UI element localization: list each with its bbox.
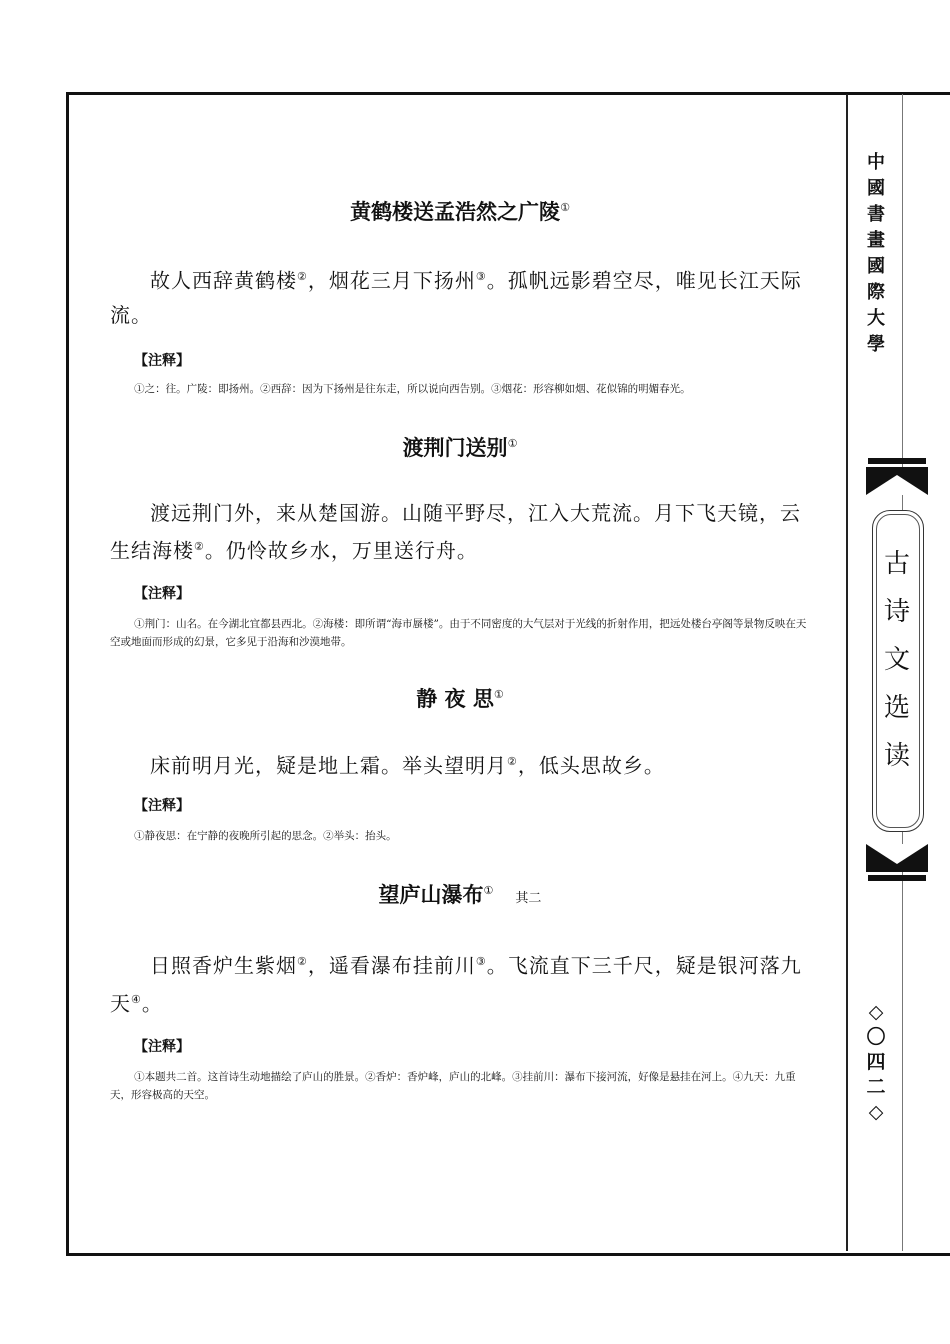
poem-text: 故人西辞黄鹤楼②，烟花三月下扬州③。孤帆远影碧空尽，唯见长江天际流。 — [110, 268, 802, 327]
note-label: 【注释】 — [134, 797, 190, 814]
poem-title: 望庐山瀑布①其二 — [378, 882, 542, 907]
note-label: 【注释】 — [134, 352, 190, 369]
badge-cap-bottom — [866, 844, 928, 872]
poem-text: 日照香炉生紫烟②，遥看瀑布挂前川③。飞流直下三千尺，疑是银河落九天④。 — [110, 953, 802, 1016]
poem-section — [110, 196, 810, 398]
note-text: ①静夜思：在宁静的夜晚所引起的思念。②举头：抬头。 — [134, 829, 397, 842]
poem-title: 黄鹤楼送孟浩然之广陵① — [350, 200, 570, 224]
section-title: 古 诗 文 选 读 — [883, 549, 910, 771]
poem-title: 静 夜 思① — [416, 687, 504, 712]
note-text: ①之：往。广陵：即扬州。②西辞：因为下扬州是往东走，所以说向西告别。③烟花：形容柳如烟、花似锦的明媚春光。 — [134, 382, 691, 395]
note-text: ①荆门：山名。在今湖北宜都县西北。②海楼：即所谓“海市蜃楼”。由于不同密度的大气层对于光线的折射作用，把远处楼台亭阁等景物反映在天空或地面而形成的幻景，它多见于沿海和沙漠地带。 — [110, 618, 807, 649]
badge-cap-top — [866, 467, 928, 495]
note-label: 【注释】 — [134, 1039, 190, 1056]
poem-section — [110, 432, 810, 652]
sidebar-divider — [846, 94, 848, 1251]
poem-section — [110, 879, 810, 1104]
page-number: ◇ 〇 四 二 ◇ — [866, 1001, 886, 1123]
note-text: ①本题共二首。这首诗生动地描绘了庐山的胜景。②香炉：香炉峰，庐山的北峰。③挂前川：瀑布下接河流，好像是悬挂在河上。④九天：九重天，形容极高的天空。 — [110, 1071, 796, 1102]
note-label: 【注释】 — [134, 586, 190, 603]
poem-title: 渡荆门送别① — [402, 435, 518, 460]
section-badge — [866, 458, 928, 886]
poem-text: 渡远荆门外，来从楚国游。山随平野尽，江入大荒流。月下飞天镜，云生结海楼②。仍怜故乡水，万里送行舟。 — [110, 500, 801, 563]
main-content — [110, 190, 810, 1104]
school-name: 中 國 書 畫 國 際 大 學 — [867, 152, 885, 355]
poem-section — [110, 683, 810, 845]
poem-text: 床前明月光，疑是地上霜。举头望明月②，低头思故乡。 — [150, 753, 665, 778]
